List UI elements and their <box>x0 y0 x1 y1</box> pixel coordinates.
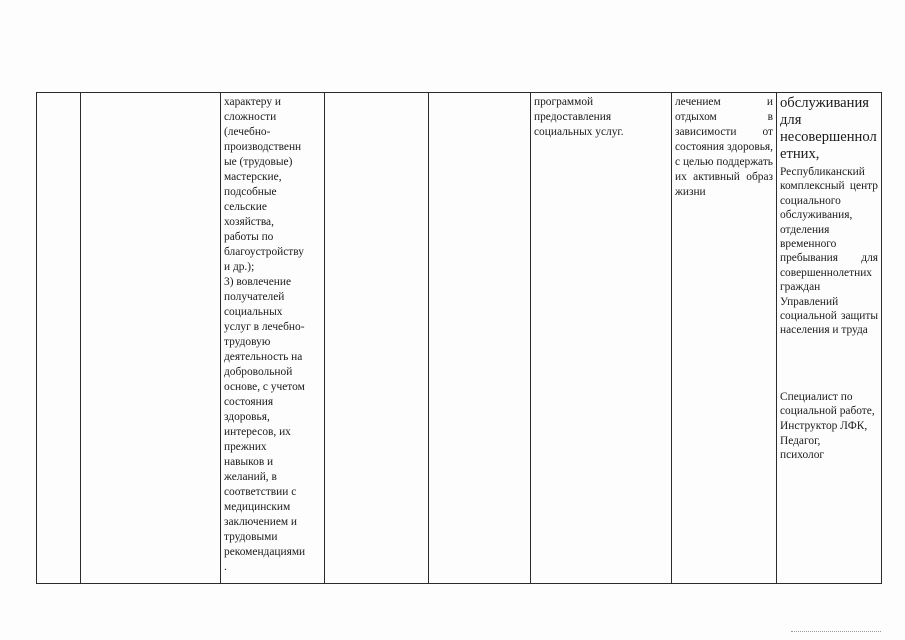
table-cell-provider <box>777 93 882 584</box>
spacer <box>777 338 881 390</box>
specialists-text: Специалист по социальной работе, Инструктор ЛФК, Педагог, психолог <box>780 390 875 462</box>
services-table <box>36 92 882 584</box>
provider-heading-text: обслуживания для несовершеннол етних, <box>780 95 877 162</box>
result-text: лечением и отдыхом в зависимости от состояния здоровья, с целью поддержать их активный образ жизни <box>675 96 773 198</box>
table-cell-number <box>37 93 81 584</box>
scan-artifact <box>791 631 881 634</box>
deadline-text: программой предоставления социальных услуг. <box>534 96 624 138</box>
table-row <box>37 93 882 584</box>
service-description-text: характеру и сложности (лечебно- производственн ые (трудовые) мастерские, подсобные сельские хозяйства, работы по благоустройству и др.); 3) вовлечение получателей социальных услуг в лечебно- трудовую деятельность на добровольной основе, с учетом состояния здоровья, интересов, их прежних навыков и желаний, в соответствии с медицинским заключением и трудовыми рекомендациями . <box>224 96 306 573</box>
table-cell-empty-4 <box>325 93 429 584</box>
table-cell-deadline <box>531 93 672 584</box>
provider-text: Республиканский комплексный центр социального обслуживания, отделения временного пребывания для совершеннолетних граждан Управлений социальной защиты населения и труда <box>780 166 878 337</box>
table-cell-service-description <box>221 93 325 584</box>
table-cell-result <box>672 93 777 584</box>
table-cell-empty-5 <box>429 93 531 584</box>
table-cell-service-name <box>81 93 221 584</box>
